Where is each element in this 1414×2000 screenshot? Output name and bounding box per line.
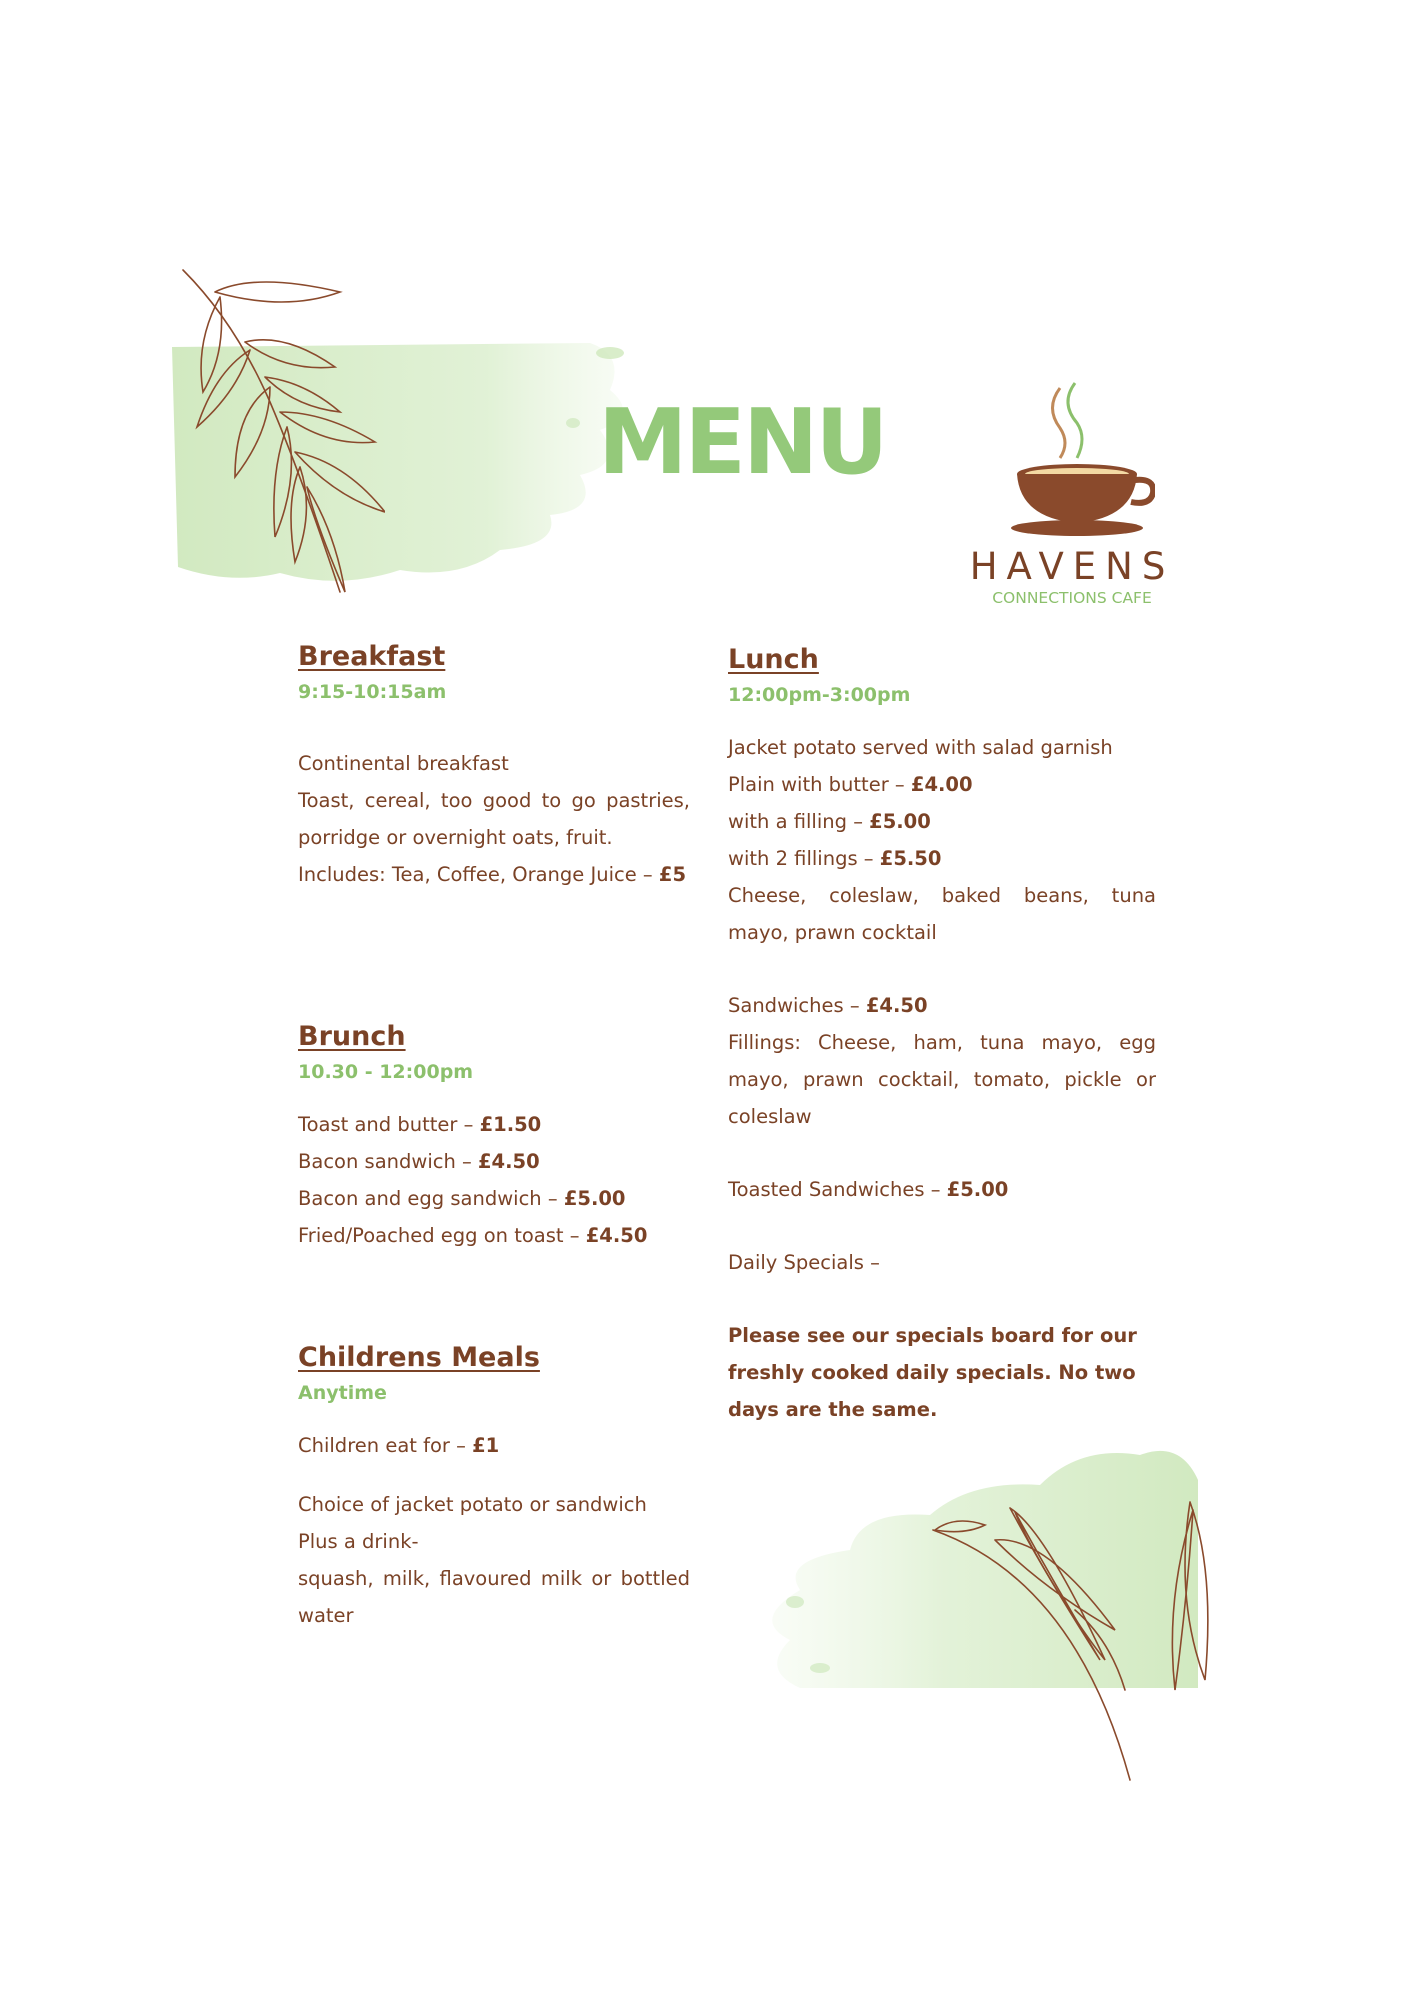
menu-title: MENU bbox=[598, 390, 886, 495]
breakfast-item: Continental breakfast bbox=[298, 752, 509, 775]
breakfast-desc: Toast, cereal, too good to go pastries, porridge or overnight oats, fruit. bbox=[298, 789, 690, 849]
sandwich-fillings: Fillings: Cheese, ham, tuna mayo, egg mayo, prawn cocktail, tomato, pickle or coleslaw bbox=[728, 1031, 1156, 1128]
coffee-cup-logo-icon bbox=[1005, 378, 1155, 538]
jacket-fillings: Cheese, coleslaw, baked beans, tuna mayo, prawn cocktail bbox=[728, 884, 1156, 944]
childrens-drink: Plus a drink- bbox=[298, 1530, 419, 1553]
menu-item: Bacon sandwich – £4.50 bbox=[298, 1150, 540, 1173]
leaf-branch-illustration-top bbox=[175, 262, 385, 602]
logo-subtitle: CONNECTIONS CAFE bbox=[992, 589, 1152, 607]
menu-item: Fried/Poached egg on toast – £4.50 bbox=[298, 1224, 648, 1247]
lunch-section bbox=[728, 643, 1156, 1428]
childrens-section bbox=[298, 1341, 690, 1634]
breakfast-section bbox=[298, 640, 690, 893]
menu-item: with 2 fillings – £5.50 bbox=[728, 847, 942, 870]
childrens-drinks: squash, milk, flavoured milk or bottled water bbox=[298, 1567, 690, 1627]
leaf-branch-illustration-bottom bbox=[925, 1490, 1225, 1790]
breakfast-price: £5 bbox=[658, 863, 687, 886]
childrens-title: Childrens Meals bbox=[298, 1342, 540, 1373]
brunch-title: Brunch bbox=[298, 1021, 406, 1052]
breakfast-includes: Includes: Tea, Coffee, Orange Juice – £5 bbox=[298, 863, 687, 886]
lunch-title: Lunch bbox=[728, 644, 819, 675]
childrens-choice: Choice of jacket potato or sandwich bbox=[298, 1493, 647, 1516]
logo-wordmark: HAVENS bbox=[969, 545, 1175, 588]
specials-note: Please see our specials board for our freshly cooked daily specials. No two days are the same. bbox=[728, 1324, 1137, 1421]
daily-specials: Daily Specials – bbox=[728, 1251, 880, 1274]
childrens-price-line: Children eat for – £1 bbox=[298, 1434, 500, 1457]
brunch-section bbox=[298, 1020, 690, 1254]
jacket-intro: Jacket potato served with salad garnish bbox=[728, 736, 1113, 759]
menu-item: Plain with butter – £4.00 bbox=[728, 773, 973, 796]
childrens-time: Anytime bbox=[298, 1382, 387, 1404]
brunch-time: 10.30 - 12:00pm bbox=[298, 1061, 474, 1083]
menu-item: Toast and butter – £1.50 bbox=[298, 1113, 542, 1136]
menu-item: with a filling – £5.00 bbox=[728, 810, 931, 833]
lunch-time: 12:00pm-3:00pm bbox=[728, 684, 911, 706]
menu-item: Bacon and egg sandwich – £5.00 bbox=[298, 1187, 626, 1210]
breakfast-time: 9:15-10:15am bbox=[298, 681, 447, 703]
breakfast-title: Breakfast bbox=[298, 641, 446, 672]
toasted-line: Toasted Sandwiches – £5.00 bbox=[728, 1178, 1009, 1201]
sandwiches-line: Sandwiches – £4.50 bbox=[728, 994, 928, 1017]
